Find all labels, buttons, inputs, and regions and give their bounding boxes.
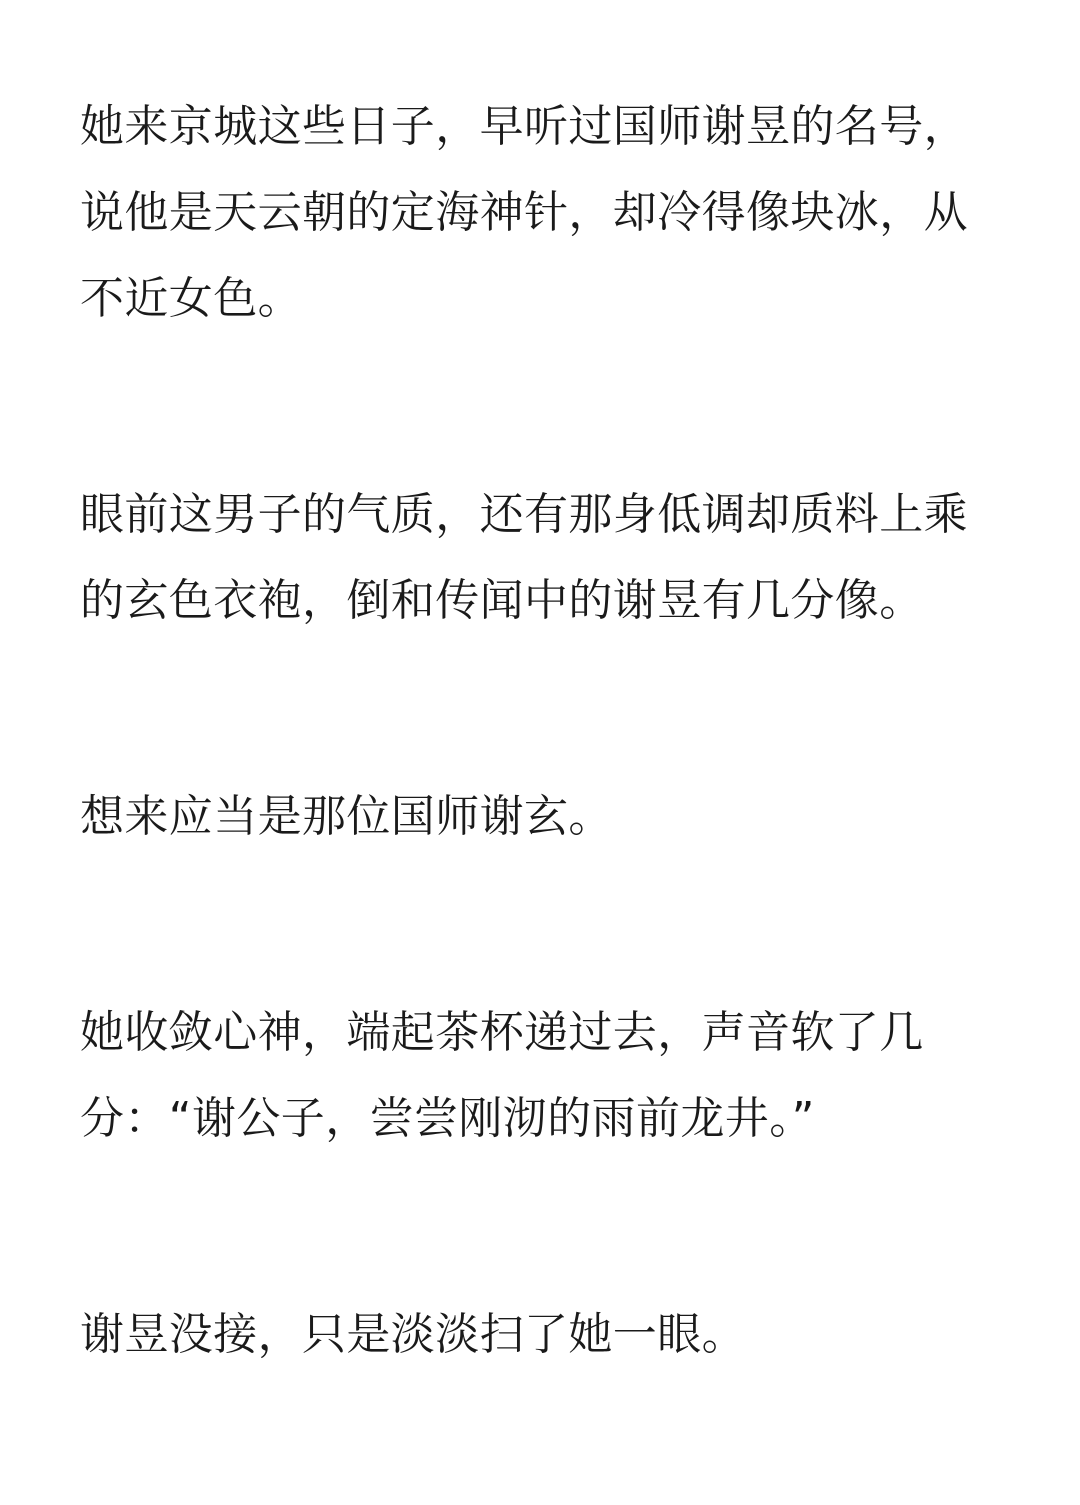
- paragraph-4: 她收敛心神，端起茶杯递过去，声音软了几分：“谢公子，尝尝刚沏的雨前龙井。”: [80, 1007, 924, 1144]
- paragraph-1: 她来京城这些日子，早听过国师谢昱的名号，说他是天云朝的定海神针，却冷得像块冰，从不近女色。: [80, 101, 968, 324]
- paragraph-5: 谢昱没接，只是淡淡扫了她一眼。: [80, 1309, 746, 1360]
- paragraph-2: 眼前这男子的气质，还有那身低调却质料上乘的玄色衣袍，倒和传闻中的谢昱有几分像。: [80, 489, 968, 626]
- article-body: [80, 84, 1000, 1378]
- paragraph-3: 想来应当是那位国师谢玄。: [80, 791, 613, 842]
